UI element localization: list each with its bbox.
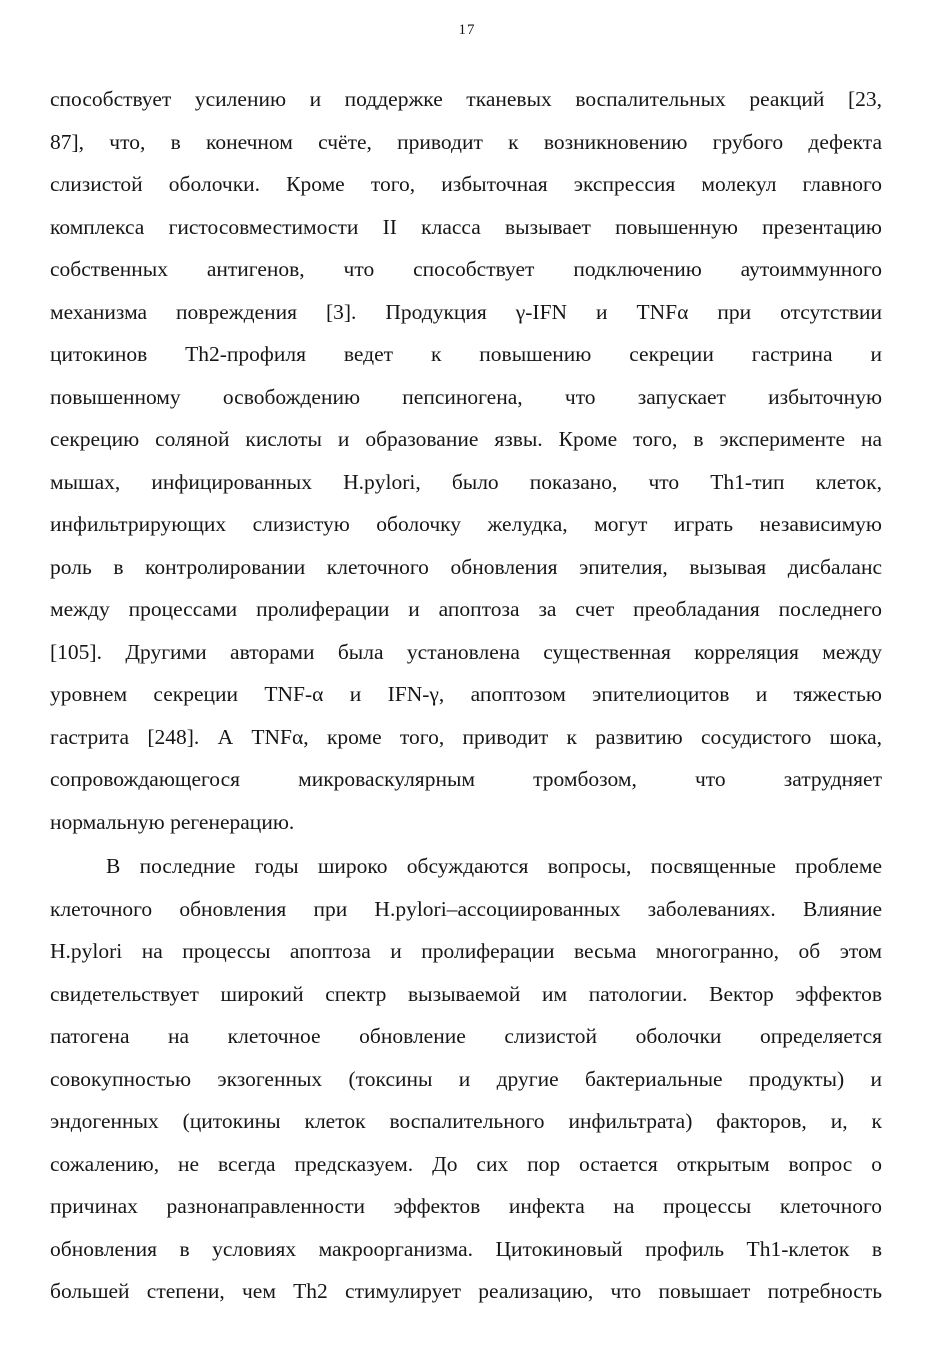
text-line: патогена на клеточное обновление слизистой оболочки определяется bbox=[50, 1024, 882, 1048]
text-line: сожалению, не всегда предсказуем. До сих пор остается открытым вопрос о bbox=[50, 1151, 882, 1176]
text-line: инфильтрирующих слизистую оболочку желудка, могут играть независимую bbox=[50, 512, 882, 536]
text-line: большей степени, чем Th2 стимулирует реализацию, что повышает потребность bbox=[50, 1279, 882, 1303]
text-line: собственных антигенов, что способствует подключению аутоиммунного bbox=[50, 257, 882, 281]
text-line: способствует усилению и поддержке тканевых воспалительных реакций [23, bbox=[50, 87, 882, 111]
paragraph-2 bbox=[50, 845, 882, 1313]
text-line: комплекса гистосовместимости II класса вызывает повышенную презентацию bbox=[50, 214, 882, 239]
text-line: сопровождающегося микроваскулярным тромбозом, что затрудняет bbox=[50, 767, 882, 791]
page-number: 17 bbox=[458, 22, 476, 38]
text-line: уровнем секреции TNF-α и IFN-γ, апоптозом эпителиоцитов и тяжестью bbox=[50, 682, 882, 706]
text-line: нормальную регенерацию. bbox=[50, 809, 295, 834]
text-line: клеточного обновления при H.pylori–ассоциированных заболеваниях. Влияние bbox=[50, 896, 882, 921]
text-line: эндогенных (цитокины клеток воспалительного инфильтрата) факторов, и, к bbox=[50, 1109, 882, 1133]
text-line: H.pylori на процессы апоптоза и пролиферации весьма многогранно, об этом bbox=[50, 939, 882, 963]
text-line: [105]. Другими авторами была установлена существенная корреляция между bbox=[50, 639, 882, 664]
text-line: цитокинов Th2-профиля ведет к повышению секреции гастрина и bbox=[50, 342, 882, 366]
text-line: мышах, инфицированных H.pylori, было показано, что Th1-тип клеток, bbox=[50, 469, 882, 494]
text-line: повышенному освобождению пепсиногена, что запускает избыточную bbox=[50, 384, 882, 409]
text-line: между процессами пролиферации и апоптоза за счет преобладания последнего bbox=[50, 597, 882, 621]
text-line: причинах разнонаправленности эффектов инфекта на процессы клеточного bbox=[50, 1194, 882, 1218]
text-line: механизма повреждения [3]. Продукция γ-IFN и TNFα при отсутствии bbox=[50, 299, 882, 324]
paragraph-1 bbox=[50, 78, 882, 843]
text-line: обновления в условиях макроорганизма. Цитокиновый профиль Th1-клеток в bbox=[50, 1236, 882, 1261]
text-line: В последние годы широко обсуждаются вопросы, посвященные проблеме bbox=[106, 854, 882, 878]
text-line: слизистой оболочки. Кроме того, избыточная экспрессия молекул главного bbox=[50, 172, 882, 196]
text-line: роль в контролировании клеточного обновления эпителия, вызывая дисбаланс bbox=[50, 554, 882, 579]
text-line: совокупностью экзогенных (токсины и другие бактериальные продукты) и bbox=[50, 1066, 882, 1091]
text-line: гастрита [248]. А TNFα, кроме того, приводит к развитию сосудистого шока, bbox=[50, 724, 882, 749]
text-line: секрецию соляной кислоты и образование язвы. Кроме того, в эксперименте на bbox=[50, 427, 882, 451]
text-line: свидетельствует широкий спектр вызываемой им патологии. Вектор эффектов bbox=[50, 981, 882, 1006]
text-line: 87], что, в конечном счёте, приводит к возникновению грубого дефекта bbox=[50, 129, 882, 154]
